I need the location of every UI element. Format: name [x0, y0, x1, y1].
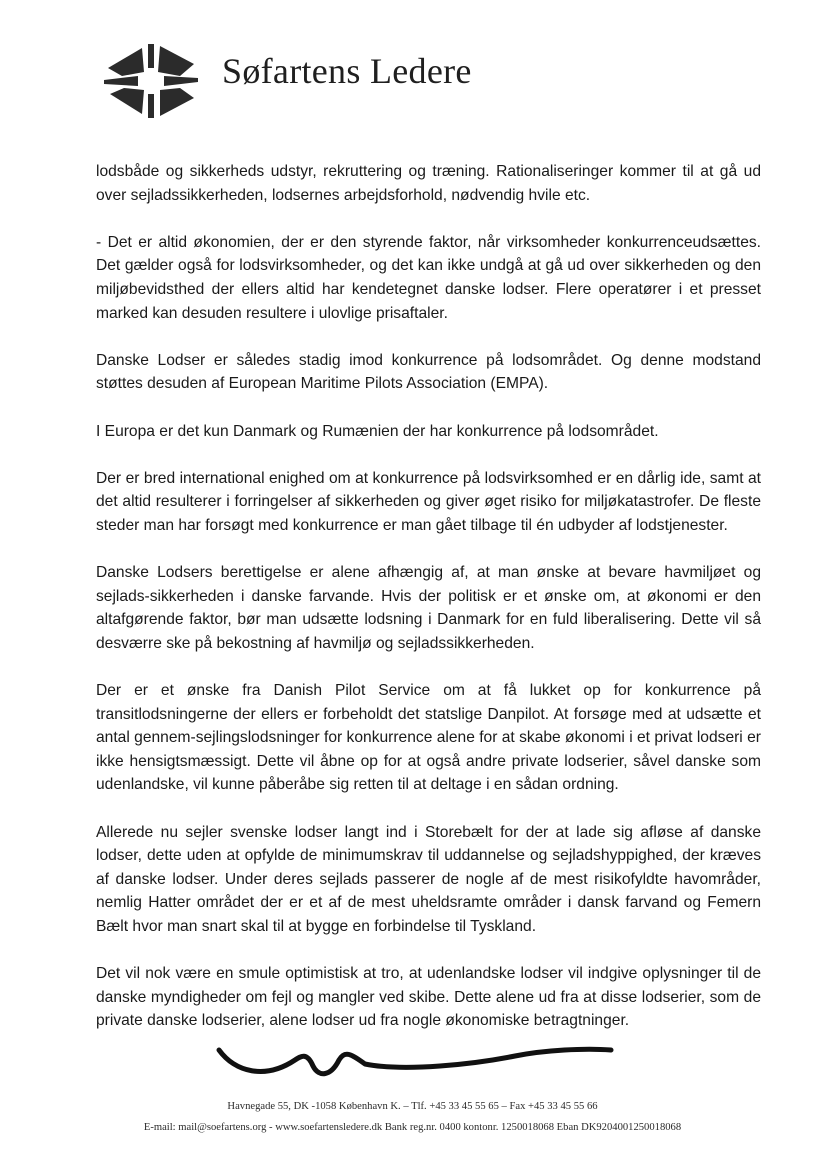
footer-contact: E-mail: mail@soefartens.org - www.soefartensledere.dk Bank reg.nr. 0400 kontonr. 1250018068 Eban DK9204001250018068: [143, 1122, 682, 1133]
compass-logo-icon: [102, 42, 200, 120]
decorative-wave-divider: [215, 1042, 615, 1086]
paragraph: - Det er altid økonomien, der er den styrende faktor, når virksomheder konkurrenceudsættes. Det gælder også for lodsvirksomheder, og det kan ikke undgå at gå ud over sikkerheden og den miljøbevidsthed der ellers altid har kendetegnet danske lodser. Flere operatører i et presset marked kan desuden resultere i ulovlige prisaftaler.: [96, 233, 761, 322]
paragraph: Allerede nu sejler svenske lodser langt ind i Storebælt for der at lade sig afløse af danske lodser, dette uden at opfylde de minimumskrav til uddannelse og sejladshyppighed, der kræves af danske lodser. Under deres sejlads passerer de nogle af de mest risikofyldte havområder, nemlig Hatter området der er et af de mest uheldsramte områder i dansk farvand og Femern Bælt hvor man snart skal til at bygge en forbindelse til Tyskland.: [96, 823, 761, 935]
footer-address: Havnegade 55, DK -1058 København K. – Tlf. +45 33 45 55 65 – Fax +45 33 45 55 66: [227, 1101, 598, 1112]
paragraph: lodsbåde og sikkerheds udstyr, rekruttering og træning. Rationaliseringer kommer til at gå ud over sejladssikkerheden, lodsernes arbejdsforhold, nødvendig hvile etc.: [96, 163, 761, 204]
paragraph: Danske Lodsers berettigelse er alene afhængig af, at man ønske at bevare havmiljøet og sejlads-sikkerheden i danske farvande. Hvis der politisk er et ønske om, at økonomi er den altafgørende faktor, bør man udsætte lodsning i Danmark for en fuld liberalisering. Dette vil så desværre ske på bekostning af havmiljø og sejladssikkerheden.: [96, 564, 761, 652]
paragraph: Det vil nok være en smule optimistisk at tro, at udenlandske lodser vil indgive oplysninger til de danske myndigheder om fejl og mangler ved skibe. Dette alene ud fra at disse lodserier, som de private danske lodserier, alene lodser ud fra nogle økonomiske betragtninger.: [96, 965, 761, 1030]
paragraph: Danske Lodser er således stadig imod konkurrence på lodsområdet. Og denne modstand støttes desuden af European Maritime Pilots Association (EMPA).: [96, 351, 761, 393]
paragraph: Der er bred international enighed om at konkurrence på lodsvirksomhed er en dårlig ide, samt at det altid resulterer i forringelser af sikkerheden og giver øget risiko for miljøkatastrofer. De fleste steder man har forsøgt med konkurrence er man gået tilbage til én udbyder af lodstjenester.: [96, 469, 761, 534]
paragraph: I Europa er det kun Danmark og Rumænien der har konkurrence på lodsområdet.: [96, 422, 659, 440]
organization-name: Søfartens Ledere: [222, 51, 472, 91]
paragraph: Der er et ønske fra Danish Pilot Service om at få lukket op for konkurrence på transitlodsningerne der ellers er forbeholdt det statslige Danpilot. At forsøge med at udsætte et antal gennem-sejlingslodsninger for konkurrence alene for at skabe økonomi i et privat lodseri er ikke hensigtsmæssigt. Dette vil åbne op for at også andre private lodserier, såvel danske som udenlandske, vil kunne påberåbe sig retten til at deltage i en sådan ordning.: [96, 682, 761, 794]
letter-body: [96, 160, 761, 1057]
